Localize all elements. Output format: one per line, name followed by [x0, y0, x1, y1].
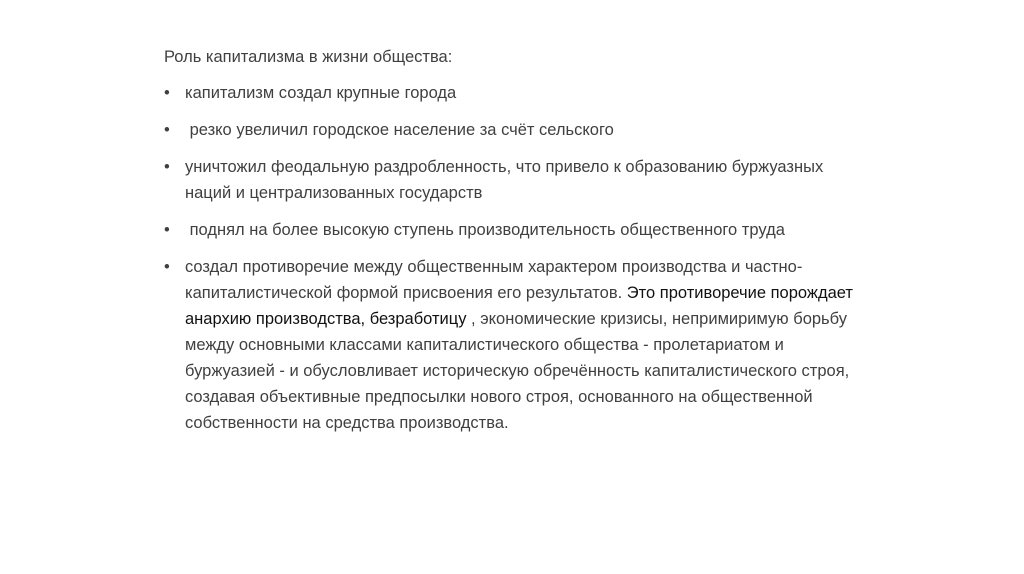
bullet-item	[164, 80, 864, 106]
slide-content	[164, 44, 864, 447]
bullet-text-part3: , экономические кризисы, непримиримую борьбу между основными классами капиталистического общества - пролетариатом и буржуазией - и обусловливает историческую обречённость капиталистического строя, создавая объективные предпосылки нового строя, основанного на общественной собственности на средства производства.	[185, 310, 850, 432]
bullet-text-highlight: Это противоречие порождает анархию производства, безработицу	[185, 284, 853, 328]
bullet-text-part1: создал противоречие между общественным характером производства и частно-капиталистической формой присвоения его результатов.	[185, 258, 803, 302]
bullet-text: поднял на более высокую ступень производительность общественного труда	[185, 221, 785, 239]
bullet-item	[164, 254, 864, 436]
slide-title: Роль капитализма в жизни общества:	[164, 48, 453, 66]
bullet-text: капитализм создал крупные города	[185, 84, 457, 102]
bullet-list	[164, 80, 864, 436]
bullet-icon: •	[164, 221, 170, 239]
bullet-item	[164, 217, 864, 243]
bullet-icon: •	[164, 258, 170, 276]
bullet-icon: •	[164, 84, 170, 102]
bullet-icon: •	[164, 121, 170, 139]
bullet-text: резко увеличил городское население за счёт сельского	[185, 121, 614, 139]
bullet-icon: •	[164, 158, 170, 176]
bullet-text: уничтожил феодальную раздробленность, что привело к образованию буржуазных наций и централизованных государств	[185, 158, 824, 202]
bullet-item	[164, 117, 864, 143]
bullet-item	[164, 154, 864, 206]
